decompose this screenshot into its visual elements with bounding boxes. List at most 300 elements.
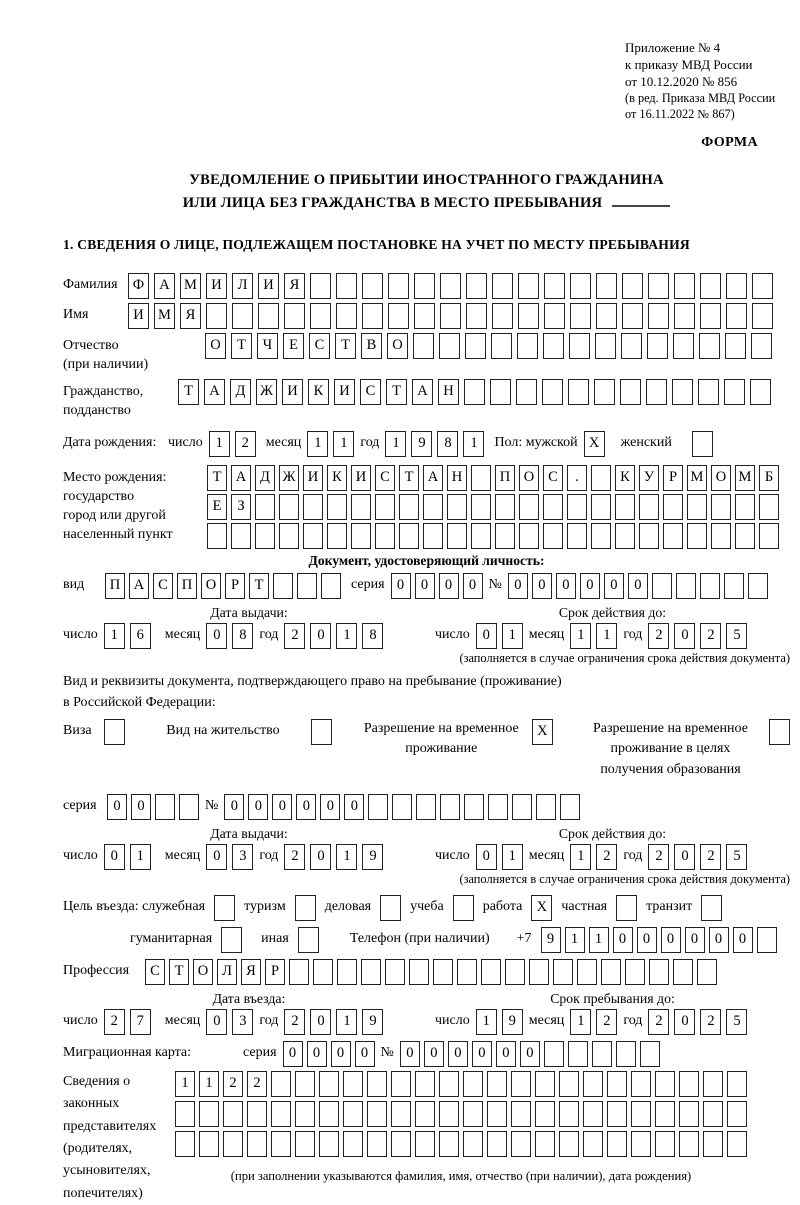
char-box[interactable]: И <box>303 465 323 491</box>
char-box[interactable] <box>679 1131 699 1157</box>
char-box[interactable] <box>724 379 745 405</box>
char-box[interactable]: 1 <box>463 431 484 457</box>
char-box[interactable]: 0 <box>206 623 227 649</box>
char-box[interactable] <box>616 1041 636 1067</box>
char-box[interactable]: А <box>154 273 175 299</box>
char-box[interactable]: Ч <box>257 333 278 359</box>
char-box[interactable]: 2 <box>223 1071 243 1097</box>
char-box[interactable] <box>295 1101 315 1127</box>
char-box[interactable]: 0 <box>104 844 125 870</box>
char-box[interactable] <box>519 523 539 549</box>
char-box[interactable] <box>757 927 777 953</box>
char-box[interactable]: П <box>105 573 125 599</box>
char-box[interactable]: 0 <box>476 844 497 870</box>
char-box[interactable] <box>567 494 587 520</box>
char-box[interactable] <box>311 719 332 745</box>
char-box[interactable]: 0 <box>476 623 497 649</box>
char-box[interactable] <box>155 794 175 820</box>
char-box[interactable] <box>697 959 717 985</box>
char-box[interactable] <box>284 303 305 329</box>
char-box[interactable] <box>672 379 693 405</box>
char-box[interactable]: 0 <box>532 573 552 599</box>
char-box[interactable]: 0 <box>472 1041 492 1067</box>
char-box[interactable] <box>439 333 460 359</box>
char-box[interactable]: 2 <box>648 844 669 870</box>
char-box[interactable]: М <box>180 273 201 299</box>
char-box[interactable]: 2 <box>596 844 617 870</box>
char-box[interactable] <box>655 1071 675 1097</box>
char-box[interactable]: И <box>128 303 149 329</box>
char-box[interactable]: 9 <box>411 431 432 457</box>
char-box[interactable]: 2 <box>104 1009 125 1035</box>
id-issue-day-boxes[interactable] <box>104 623 151 649</box>
char-box[interactable] <box>362 303 383 329</box>
char-box[interactable]: 0 <box>320 794 340 820</box>
char-box[interactable]: 2 <box>235 431 256 457</box>
char-box[interactable] <box>615 523 635 549</box>
char-box[interactable] <box>495 494 515 520</box>
char-box[interactable] <box>303 523 323 549</box>
char-box[interactable] <box>206 303 227 329</box>
char-box[interactable]: 0 <box>391 573 411 599</box>
char-box[interactable] <box>439 1131 459 1157</box>
representatives-boxes-row1[interactable] <box>175 1071 747 1097</box>
char-box[interactable] <box>518 303 539 329</box>
representatives-boxes-row3[interactable] <box>175 1131 747 1157</box>
char-box[interactable]: 1 <box>385 431 406 457</box>
char-box[interactable] <box>583 1071 603 1097</box>
doc-type-boxes[interactable] <box>105 573 341 599</box>
char-box[interactable] <box>247 1101 267 1127</box>
char-box[interactable] <box>519 494 539 520</box>
char-box[interactable] <box>310 303 331 329</box>
char-box[interactable] <box>543 494 563 520</box>
char-box[interactable]: Т <box>249 573 269 599</box>
char-box[interactable] <box>649 959 669 985</box>
char-box[interactable]: П <box>495 465 515 491</box>
char-box[interactable] <box>255 523 275 549</box>
char-box[interactable]: 1 <box>307 431 328 457</box>
char-box[interactable] <box>487 1131 507 1157</box>
char-box[interactable]: Ж <box>256 379 277 405</box>
purpose-transit-checkbox[interactable] <box>701 895 722 921</box>
char-box[interactable] <box>679 1071 699 1097</box>
char-box[interactable]: Ф <box>128 273 149 299</box>
char-box[interactable] <box>232 303 253 329</box>
char-box[interactable] <box>726 273 747 299</box>
char-box[interactable] <box>692 431 713 457</box>
char-box[interactable]: 0 <box>733 927 753 953</box>
char-box[interactable] <box>543 333 564 359</box>
char-box[interactable] <box>595 333 616 359</box>
char-box[interactable] <box>447 523 467 549</box>
char-box[interactable]: К <box>615 465 635 491</box>
char-box[interactable] <box>375 494 395 520</box>
char-box[interactable]: 2 <box>284 844 305 870</box>
char-box[interactable] <box>465 333 486 359</box>
char-box[interactable]: 2 <box>284 623 305 649</box>
char-box[interactable]: Р <box>225 573 245 599</box>
char-box[interactable] <box>298 927 319 953</box>
char-box[interactable] <box>466 303 487 329</box>
char-box[interactable]: 8 <box>232 623 253 649</box>
char-box[interactable]: С <box>153 573 173 599</box>
char-box[interactable]: 5 <box>726 844 747 870</box>
char-box[interactable] <box>313 959 333 985</box>
char-box[interactable]: 0 <box>637 927 657 953</box>
char-box[interactable] <box>711 523 731 549</box>
char-box[interactable] <box>464 379 485 405</box>
char-box[interactable] <box>310 273 331 299</box>
char-box[interactable]: 1 <box>199 1071 219 1097</box>
char-box[interactable] <box>621 333 642 359</box>
char-box[interactable] <box>596 273 617 299</box>
char-box[interactable]: А <box>129 573 149 599</box>
char-box[interactable] <box>622 273 643 299</box>
char-box[interactable]: 1 <box>175 1071 195 1097</box>
char-box[interactable]: С <box>309 333 330 359</box>
char-box[interactable] <box>271 1101 291 1127</box>
char-box[interactable] <box>327 523 347 549</box>
char-box[interactable]: 0 <box>661 927 681 953</box>
char-box[interactable] <box>505 959 525 985</box>
temp-residence-edu-checkbox[interactable] <box>769 719 790 745</box>
char-box[interactable] <box>492 303 513 329</box>
char-box[interactable] <box>750 379 771 405</box>
char-box[interactable]: 2 <box>700 1009 721 1035</box>
char-box[interactable] <box>440 794 460 820</box>
char-box[interactable]: Н <box>447 465 467 491</box>
char-box[interactable]: 0 <box>604 573 624 599</box>
char-box[interactable] <box>214 895 235 921</box>
char-box[interactable] <box>511 1131 531 1157</box>
purpose-private-checkbox[interactable] <box>616 895 637 921</box>
char-box[interactable]: 0 <box>344 794 364 820</box>
char-box[interactable] <box>495 523 515 549</box>
char-box[interactable] <box>481 959 501 985</box>
char-box[interactable] <box>464 794 484 820</box>
char-box[interactable]: 2 <box>284 1009 305 1035</box>
char-box[interactable] <box>392 794 412 820</box>
char-box[interactable]: 0 <box>613 927 633 953</box>
char-box[interactable]: О <box>519 465 539 491</box>
char-box[interactable] <box>544 1041 564 1067</box>
char-box[interactable]: 1 <box>333 431 354 457</box>
char-box[interactable]: 9 <box>362 1009 383 1035</box>
char-box[interactable]: 5 <box>726 1009 747 1035</box>
birthplace-boxes-row2[interactable] <box>207 494 779 520</box>
char-box[interactable]: X <box>532 719 553 745</box>
char-box[interactable] <box>698 379 719 405</box>
char-box[interactable] <box>592 1041 612 1067</box>
char-box[interactable] <box>655 1131 675 1157</box>
temp-residence-checkbox[interactable] <box>532 719 553 745</box>
char-box[interactable]: 0 <box>496 1041 516 1067</box>
char-box[interactable] <box>727 1131 747 1157</box>
char-box[interactable] <box>343 1071 363 1097</box>
char-box[interactable] <box>471 494 491 520</box>
char-box[interactable] <box>327 494 347 520</box>
char-box[interactable]: С <box>145 959 165 985</box>
char-box[interactable] <box>223 1131 243 1157</box>
char-box[interactable] <box>648 273 669 299</box>
char-box[interactable] <box>351 523 371 549</box>
char-box[interactable]: Т <box>399 465 419 491</box>
char-box[interactable] <box>391 1071 411 1097</box>
char-box[interactable]: 1 <box>502 623 523 649</box>
char-box[interactable]: Ж <box>279 465 299 491</box>
migcard-series-boxes[interactable] <box>283 1041 375 1067</box>
id-issue-year-boxes[interactable] <box>284 623 383 649</box>
char-box[interactable] <box>625 959 645 985</box>
char-box[interactable]: 2 <box>648 1009 669 1035</box>
char-box[interactable] <box>727 1071 747 1097</box>
char-box[interactable] <box>223 1101 243 1127</box>
char-box[interactable]: 0 <box>424 1041 444 1067</box>
char-box[interactable] <box>616 895 637 921</box>
char-box[interactable]: 0 <box>674 623 695 649</box>
char-box[interactable]: Я <box>284 273 305 299</box>
char-box[interactable]: 1 <box>130 844 151 870</box>
char-box[interactable] <box>647 333 668 359</box>
char-box[interactable]: 1 <box>209 431 230 457</box>
char-box[interactable] <box>343 1131 363 1157</box>
doc-series-boxes[interactable] <box>391 573 483 599</box>
char-box[interactable]: 2 <box>596 1009 617 1035</box>
char-box[interactable]: 0 <box>107 794 127 820</box>
doc-number-boxes[interactable] <box>508 573 768 599</box>
char-box[interactable] <box>700 303 721 329</box>
char-box[interactable]: 1 <box>570 1009 591 1035</box>
char-box[interactable] <box>607 1131 627 1157</box>
char-box[interactable]: 1 <box>565 927 585 953</box>
char-box[interactable] <box>511 1101 531 1127</box>
char-box[interactable] <box>594 379 615 405</box>
char-box[interactable] <box>648 303 669 329</box>
char-box[interactable] <box>518 273 539 299</box>
char-box[interactable] <box>175 1101 195 1127</box>
permit-valid-day-boxes[interactable] <box>476 844 523 870</box>
char-box[interactable]: И <box>206 273 227 299</box>
permit-series-boxes[interactable] <box>107 794 199 820</box>
char-box[interactable] <box>727 1101 747 1127</box>
char-box[interactable]: 9 <box>502 1009 523 1035</box>
char-box[interactable] <box>221 927 242 953</box>
char-box[interactable]: 0 <box>283 1041 303 1067</box>
char-box[interactable] <box>416 794 436 820</box>
char-box[interactable] <box>529 959 549 985</box>
char-box[interactable]: О <box>711 465 731 491</box>
char-box[interactable]: 0 <box>224 794 244 820</box>
char-box[interactable]: 0 <box>355 1041 375 1067</box>
char-box[interactable] <box>676 573 696 599</box>
char-box[interactable] <box>542 379 563 405</box>
char-box[interactable]: К <box>308 379 329 405</box>
char-box[interactable] <box>699 333 720 359</box>
char-box[interactable] <box>663 523 683 549</box>
char-box[interactable] <box>751 333 772 359</box>
char-box[interactable]: И <box>282 379 303 405</box>
char-box[interactable] <box>413 333 434 359</box>
char-box[interactable] <box>701 895 722 921</box>
char-box[interactable]: 3 <box>232 1009 253 1035</box>
char-box[interactable] <box>439 1101 459 1127</box>
char-box[interactable] <box>583 1101 603 1127</box>
char-box[interactable] <box>367 1101 387 1127</box>
char-box[interactable]: 9 <box>541 927 561 953</box>
char-box[interactable] <box>423 494 443 520</box>
char-box[interactable] <box>607 1101 627 1127</box>
char-box[interactable] <box>560 794 580 820</box>
char-box[interactable] <box>673 333 694 359</box>
char-box[interactable] <box>175 1131 195 1157</box>
char-box[interactable]: 2 <box>700 844 721 870</box>
surname-boxes[interactable] <box>128 273 773 299</box>
char-box[interactable] <box>399 494 419 520</box>
char-box[interactable] <box>577 959 597 985</box>
char-box[interactable] <box>463 1071 483 1097</box>
char-box[interactable]: 1 <box>589 927 609 953</box>
char-box[interactable] <box>544 273 565 299</box>
char-box[interactable] <box>199 1131 219 1157</box>
sex-female-checkbox[interactable] <box>692 431 713 457</box>
stay-year-boxes[interactable] <box>648 1009 747 1035</box>
char-box[interactable]: 0 <box>463 573 483 599</box>
char-box[interactable] <box>440 273 461 299</box>
char-box[interactable] <box>559 1071 579 1097</box>
char-box[interactable] <box>388 303 409 329</box>
char-box[interactable]: 1 <box>596 623 617 649</box>
birth-month-boxes[interactable] <box>307 431 354 457</box>
char-box[interactable] <box>388 273 409 299</box>
permit-issue-month-boxes[interactable] <box>206 844 253 870</box>
char-box[interactable]: Р <box>265 959 285 985</box>
char-box[interactable] <box>559 1101 579 1127</box>
char-box[interactable] <box>752 303 773 329</box>
char-box[interactable]: 0 <box>331 1041 351 1067</box>
char-box[interactable] <box>463 1131 483 1157</box>
char-box[interactable] <box>279 523 299 549</box>
char-box[interactable] <box>207 523 227 549</box>
stay-month-boxes[interactable] <box>570 1009 617 1035</box>
char-box[interactable] <box>601 959 621 985</box>
birth-year-boxes[interactable] <box>385 431 484 457</box>
char-box[interactable]: И <box>258 273 279 299</box>
char-box[interactable] <box>414 303 435 329</box>
char-box[interactable] <box>297 573 317 599</box>
char-box[interactable]: 0 <box>272 794 292 820</box>
char-box[interactable]: 1 <box>336 844 357 870</box>
citizenship-boxes[interactable] <box>178 379 771 405</box>
char-box[interactable]: 0 <box>206 844 227 870</box>
char-box[interactable]: 2 <box>700 623 721 649</box>
char-box[interactable]: 0 <box>400 1041 420 1067</box>
stay-day-boxes[interactable] <box>476 1009 523 1035</box>
purpose-humanitarian-checkbox[interactable] <box>221 927 242 953</box>
id-issue-month-boxes[interactable] <box>206 623 253 649</box>
char-box[interactable] <box>652 573 672 599</box>
sex-male-checkbox[interactable] <box>584 431 605 457</box>
permit-valid-year-boxes[interactable] <box>648 844 747 870</box>
char-box[interactable] <box>336 303 357 329</box>
char-box[interactable] <box>440 303 461 329</box>
char-box[interactable] <box>725 333 746 359</box>
char-box[interactable] <box>752 273 773 299</box>
representatives-boxes-row2[interactable] <box>175 1101 747 1127</box>
char-box[interactable]: Е <box>207 494 227 520</box>
char-box[interactable] <box>351 494 371 520</box>
char-box[interactable]: П <box>177 573 197 599</box>
char-box[interactable] <box>439 1071 459 1097</box>
char-box[interactable] <box>343 1101 363 1127</box>
char-box[interactable] <box>559 1131 579 1157</box>
char-box[interactable] <box>703 1131 723 1157</box>
char-box[interactable]: 3 <box>232 844 253 870</box>
visa-checkbox[interactable] <box>104 719 125 745</box>
birth-day-boxes[interactable] <box>209 431 256 457</box>
char-box[interactable]: Е <box>283 333 304 359</box>
entry-year-boxes[interactable] <box>284 1009 383 1035</box>
char-box[interactable] <box>471 523 491 549</box>
char-box[interactable]: 2 <box>247 1071 267 1097</box>
char-box[interactable] <box>735 523 755 549</box>
char-box[interactable]: А <box>231 465 251 491</box>
permit-number-boxes[interactable] <box>224 794 580 820</box>
char-box[interactable] <box>703 1071 723 1097</box>
char-box[interactable] <box>367 1071 387 1097</box>
char-box[interactable] <box>319 1131 339 1157</box>
char-box[interactable] <box>724 573 744 599</box>
char-box[interactable]: 6 <box>130 623 151 649</box>
char-box[interactable] <box>336 273 357 299</box>
char-box[interactable] <box>543 523 563 549</box>
id-valid-year-boxes[interactable] <box>648 623 747 649</box>
char-box[interactable] <box>631 1101 651 1127</box>
char-box[interactable]: Т <box>207 465 227 491</box>
char-box[interactable] <box>687 494 707 520</box>
char-box[interactable] <box>570 303 591 329</box>
id-valid-month-boxes[interactable] <box>570 623 617 649</box>
char-box[interactable]: 0 <box>520 1041 540 1067</box>
char-box[interactable] <box>674 273 695 299</box>
char-box[interactable] <box>289 959 309 985</box>
char-box[interactable]: О <box>387 333 408 359</box>
char-box[interactable] <box>517 333 538 359</box>
char-box[interactable] <box>759 494 779 520</box>
char-box[interactable] <box>463 1101 483 1127</box>
char-box[interactable]: 0 <box>296 794 316 820</box>
char-box[interactable] <box>271 1131 291 1157</box>
char-box[interactable] <box>255 494 275 520</box>
char-box[interactable] <box>279 494 299 520</box>
char-box[interactable] <box>319 1071 339 1097</box>
char-box[interactable]: С <box>375 465 395 491</box>
char-box[interactable] <box>726 303 747 329</box>
char-box[interactable] <box>663 494 683 520</box>
char-box[interactable]: 1 <box>336 623 357 649</box>
char-box[interactable]: Т <box>335 333 356 359</box>
char-box[interactable] <box>553 959 573 985</box>
char-box[interactable] <box>391 1101 411 1127</box>
char-box[interactable] <box>711 494 731 520</box>
char-box[interactable] <box>735 494 755 520</box>
char-box[interactable]: И <box>334 379 355 405</box>
char-box[interactable]: 1 <box>570 844 591 870</box>
id-valid-day-boxes[interactable] <box>476 623 523 649</box>
purpose-business-checkbox[interactable] <box>380 895 401 921</box>
entry-month-boxes[interactable] <box>206 1009 253 1035</box>
char-box[interactable] <box>639 523 659 549</box>
